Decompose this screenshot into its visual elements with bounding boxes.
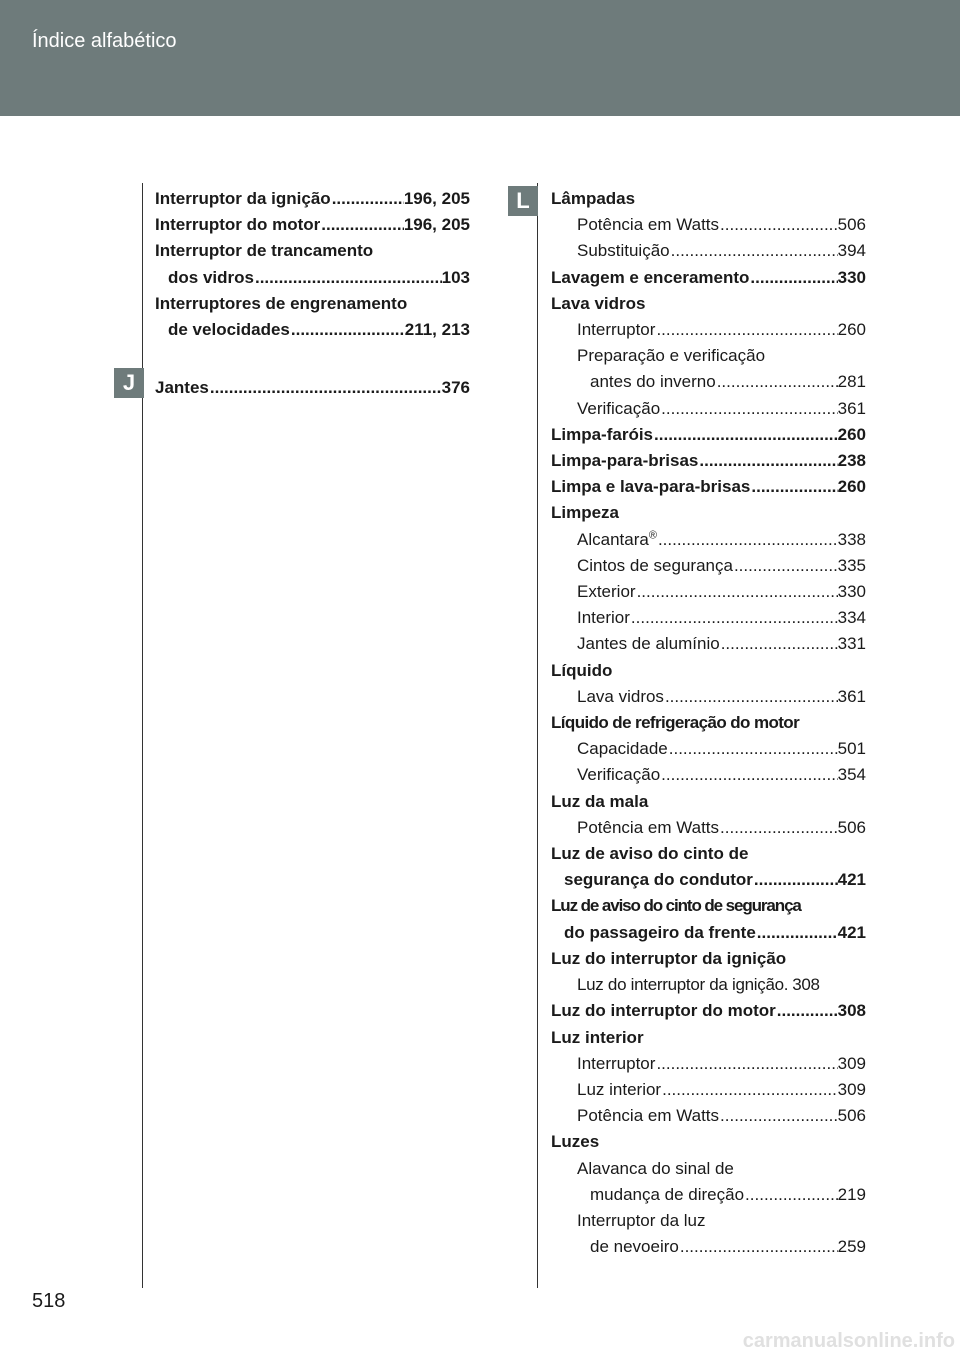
index-entry: Limpeza [551,503,620,523]
column-divider-left [142,183,143,1288]
index-entry: Interruptor do motor ..... 196, 205 [155,212,470,238]
index-subentry: Exterior ..... 330 [551,579,866,605]
column-divider-middle [537,183,538,1288]
section-tab-j: J [114,368,144,398]
index-column-right [551,186,866,1260]
index-entry: Interruptor de trancamento [155,241,374,261]
page-header [0,0,960,116]
section-tab-l: L [508,186,538,216]
index-entry: segurança do condutor ..... 421 [551,867,866,893]
index-entry: do passageiro da frente ..... 421 [551,920,866,946]
index-subentry: de nevoeiro ..... 259 [551,1234,866,1260]
index-entry: Lavagem e enceramento ..... 330 [551,265,866,291]
index-subentry: Verificação ..... 354 [551,762,866,788]
index-subentry: Interruptor ..... 309 [551,1051,866,1077]
index-subentry: Luz do interruptor da ignição. 308 [577,975,820,995]
page-number: 518 [32,1290,66,1312]
index-subentry: Potência em Watts ..... 506 [551,212,866,238]
index-subentry: Potência em Watts ..... 506 [551,815,866,841]
index-entry: Limpa-faróis ..... 260 [551,422,866,448]
index-entry: Interruptores de engrenamento [155,293,408,313]
index-subentry: Capacidade ..... 501 [551,736,866,762]
index-entry: Líquido de refrigeração do motor [551,713,800,733]
index-entry: Jantes ..... 376 [155,375,470,401]
index-subentry: Preparação e verificação [577,346,766,366]
index-entry: Luz da mala [551,791,649,811]
index-entry: Limpa-para-brisas ..... 238 [551,448,866,474]
index-subentry: Cintos de segurança ..... 335 [551,553,866,579]
index-entry: Líquido [551,660,613,680]
index-subentry: mudança de direção ..... 219 [551,1182,866,1208]
index-subentry: Interior ..... 334 [551,605,866,631]
index-subentry: Interruptor da luz [577,1210,706,1230]
watermark: carmanualsonline.info [742,1330,955,1352]
index-entry: de velocidades ..... 211, 213 [155,317,470,343]
index-subentry: Alcantara® ..... 338 [551,527,866,553]
index-entry: dos vidros ..... 103 [155,265,470,291]
index-entry: Interruptor da ignição ..... 196, 205 [155,186,470,212]
index-subentry: Interruptor ..... 260 [551,317,866,343]
index-column-left [155,186,470,401]
index-subentry: Substituição ..... 394 [551,238,866,264]
index-entry: Lâmpadas [551,189,636,208]
index-subentry: Lava vidros ..... 361 [551,684,866,710]
index-entry: Limpa e lava-para-brisas ..... 260 [551,474,866,500]
index-subentry: antes do inverno ..... 281 [551,369,866,395]
index-subentry: Luz interior ..... 309 [551,1077,866,1103]
index-entry: Luz do interruptor da ignição [551,948,787,968]
index-entry: Luzes [551,1132,600,1152]
index-entry: Lava vidros [551,293,646,313]
index-subentry: Potência em Watts ..... 506 [551,1103,866,1129]
index-entry: Luz de aviso do cinto de segurança [551,896,801,916]
index-entry: Luz de aviso do cinto de [551,844,749,864]
header-title: Índice alfabético [32,30,177,52]
index-subentry: Alavanca do sinal de [577,1158,734,1178]
index-subentry: Jantes de alumínio ..... 331 [551,631,866,657]
index-subentry: Verificação ..... 361 [551,396,866,422]
index-entry: Luz interior [551,1027,644,1047]
index-entry: Luz do interruptor do motor ..... 308 [551,998,866,1024]
